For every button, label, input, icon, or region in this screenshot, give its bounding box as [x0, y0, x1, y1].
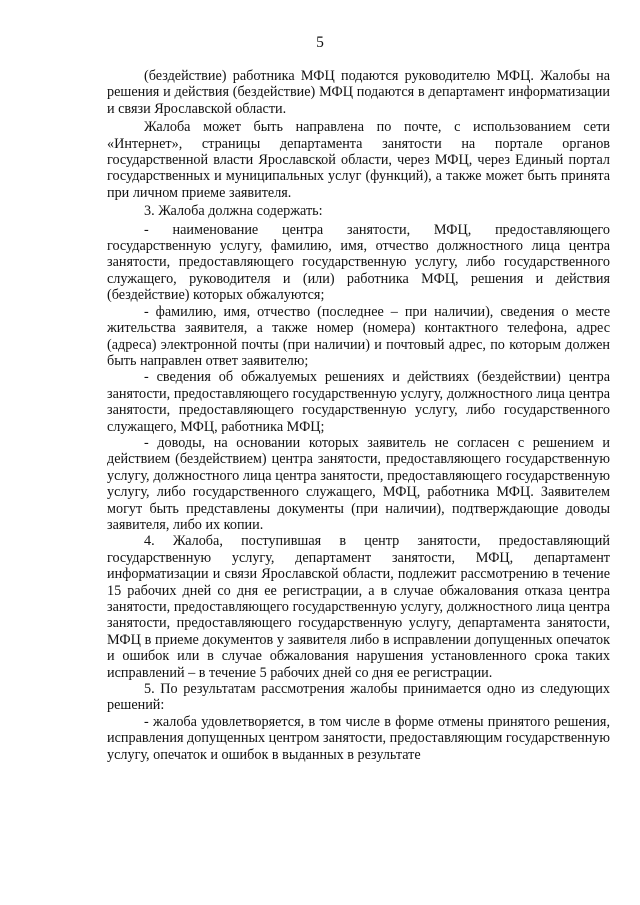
paragraph-item-appealed-decisions: - сведения об обжалуемых решениях и действиях (бездействии) центра занятости, предоставляющего государственную услугу, должностного лица центра занятости, предоставляющего государственную услугу, либо государственного служащего, МФЦ, работника МФЦ;	[107, 369, 610, 435]
paragraph-section-4: 4. Жалоба, поступившая в центр занятости, предоставляющий государственную услугу, департамент занятости, МФЦ, департамент информатизации и связи Ярославской области, подлежит рассмотрению в течение 15 рабочих дней со дня ее регистрации, а в случае обжалования отказа центра занятости, предоставляющего государственную услугу, должностного лица центра занятости, предоставляющего государственную услугу, департамента занятости, МФЦ в приеме документов у заявителя либо в исправлении допущенных опечаток и ошибок или в случае обжалования нарушения установленного срока таких исправлений – в течение 5 рабочих дней со дня ее регистрации.	[107, 533, 610, 681]
paragraph-item-applicant-details: - фамилию, имя, отчество (последнее – при наличии), сведения о месте жительства заявителя, а также номер (номера) контактного телефона, адрес (адреса) электронной почты (при наличии) и почтовый адрес, по которым должен быть направлен ответ заявителю;	[107, 303, 610, 369]
document-body	[107, 68, 610, 763]
paragraph-item-complaint-satisfied: - жалоба удовлетворяется, в том числе в форме отмены принятого решения, исправления допущенных центром занятости, предоставляющим государственную услугу, опечаток и ошибок в выданных в результате	[107, 713, 610, 763]
paragraph-section-3-heading: 3. Жалоба должна содержать:	[144, 203, 323, 220]
paragraph-submission-channels: Жалоба может быть направлена по почте, с использованием сети «Интернет», страницы департамента занятости на портале органов государственной власти Ярославской области, через МФЦ, через Единый портал государственных и муниципальных услуг (функций), а также может быть принята при личном приеме заявителя.	[107, 119, 610, 201]
paragraph-complaint-recipients: (бездействие) работника МФЦ подаются руководителю МФЦ. Жалобы на решения и действия (бездействие) МФЦ подаются в департамент информатизации и связи Ярославской области.	[107, 68, 610, 117]
paragraph-section-5: 5. По результатам рассмотрения жалобы принимается одно из следующих решений:	[107, 681, 610, 714]
paragraph-item-arguments: - доводы, на основании которых заявитель не согласен с решением и действием (бездействием) центра занятости, предоставляющего государственную услугу, должностного лица центра занятости, предоставляющего государственную услугу, либо государственного служащего, МФЦ, работника МФЦ. Заявителем могут быть представлены документы (при наличии), подтверждающие доводы заявителя, либо их копии.	[107, 434, 610, 533]
paragraph-item-name: - наименование центра занятости, МФЦ, предоставляющего государственную услугу, фамилию, имя, отчество должностного лица центра занятости, предоставляющего государственную услугу, либо государственного служащего, руководителя и (или) работника МФЦ, решения и действия (бездействие) которых обжалуются;	[107, 221, 610, 304]
page-number: 5	[316, 34, 324, 51]
